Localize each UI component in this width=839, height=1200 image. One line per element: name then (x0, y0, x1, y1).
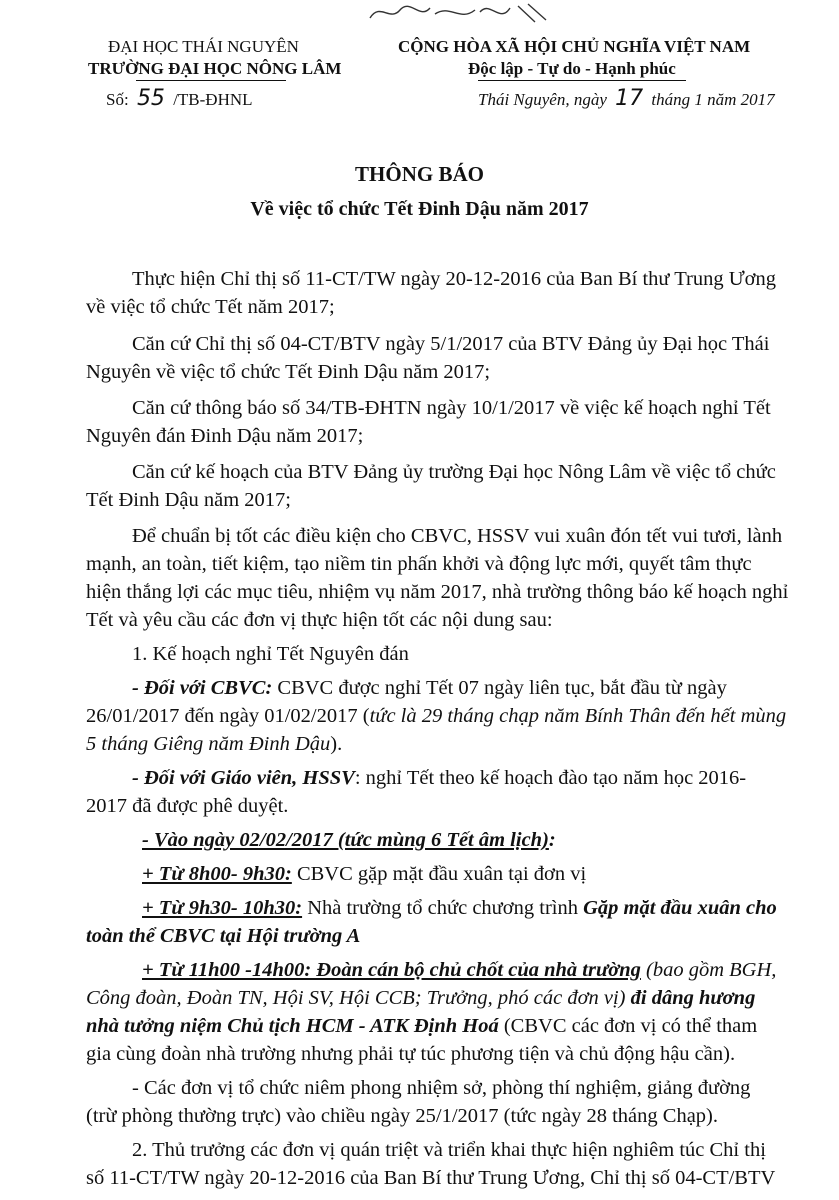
date-suffix: tháng 1 năm 2017 (651, 90, 775, 109)
number-handwritten: 55 (136, 86, 165, 111)
time-slot-2-bold: Gặp mặt đầu xuân cho (583, 897, 777, 919)
para-2-line-1: Căn cứ Chỉ thị số 04-CT/BTV ngày 5/1/2017 của BTV Đảng ủy Đại học Thái (132, 333, 770, 355)
time-slot-3-text-c2: (CBVC các đơn vị có thể tham (498, 1015, 758, 1037)
section-2-line-2: số 11-CT/TW ngày 20-12-2016 của Ban Bí thư Trung Ương, Chỉ thị số 04-CT/BTV (86, 1167, 776, 1189)
page-subtitle: Về việc tổ chức Tết Đinh Dậu năm 2017 (250, 198, 589, 220)
schedule-date-colon: : (548, 829, 556, 851)
date-prefix: Thái Nguyên, ngày (478, 90, 607, 109)
time-slot-2-label: + Từ 9h30- 10h30: (142, 897, 303, 919)
gv-label: - Đối với Giáo viên, HSSV (132, 767, 355, 789)
time-slot-3-label: + Từ 11h00 -14h00: Đoàn cán bộ chủ chốt của nhà trường (142, 959, 641, 981)
time-slot-3-paren: (bao gồm BGH, (640, 959, 777, 981)
cbvc-label: - Đối với CBVC: (132, 677, 273, 699)
cbvc-text-b1: 26/01/2017 đến ngày 01/02/2017 ( (86, 705, 370, 727)
para-1-line-1: Thực hiện Chỉ thị số 11-CT/TW ngày 20-12-2016 của Ban Bí thư Trung Ương (132, 268, 776, 290)
time-slot-3-text-b: Công đoàn, Đoàn TN, Hội SV, Hội CCB; Trưởng, phó các đơn vị) (86, 987, 626, 1009)
cbvc-line-3 (86, 730, 342, 758)
document-number (106, 88, 253, 111)
nation-line-2: Độc lập - Tự do - Hạnh phúc (468, 59, 676, 78)
cbvc-text-a: CBVC được nghỉ Tết 07 ngày liên tục, bắt đầu từ ngày (272, 677, 727, 699)
para-5-line-4: Tết và yêu cầu các đơn vị thực hiện tốt các nội dung sau: (86, 609, 553, 631)
schedule-date-text: - Vào ngày 02/02/2017 (tức mùng 6 Tết âm lịch) (142, 829, 549, 851)
para-5-line-2: mạnh, an toàn, tiết kiệm, tạo niềm tin phấn khởi và động lực mới, quyết tâm thực (86, 553, 752, 575)
time-slot-2-text: Nhà trường tổ chức chương trình (302, 897, 584, 919)
time-slot-3-line-2 (86, 984, 755, 1012)
time-slot-1-label: + Từ 8h00- 9h30: (142, 863, 292, 885)
para-2-line-2: Nguyên về việc tổ chức Tết Đinh Dậu năm 2017; (86, 361, 491, 383)
section-2-line-1: 2. Thủ trưởng các đơn vị quán triệt và triển khai thực hiện nghiêm túc Chỉ thị (132, 1139, 766, 1161)
number-prefix: Số: (106, 90, 129, 109)
time-slot-3-text-b2: đi dâng hương (625, 987, 756, 1009)
time-slot-3-text-c: nhà tưởng niệm Chủ tịch HCM - ATK Định Hoá (86, 1015, 499, 1037)
para-4-line-1: Căn cứ kế hoạch của BTV Đảng ủy trường Đại học Nông Lâm về việc tổ chức (132, 461, 776, 483)
time-slot-2-line-2: toàn thể CBVC tại Hội trường A (86, 925, 361, 947)
nation-underline (478, 80, 686, 81)
para-1-line-2: về việc tổ chức Tết năm 2017; (86, 296, 335, 318)
seal-line-2: (trừ phòng thường trực) vào chiều ngày 25/1/2017 (tức ngày 28 tháng Chạp). (86, 1105, 718, 1127)
cbvc-text-c: 5 tháng Giêng năm Đinh Dậu (86, 733, 331, 755)
seal-line-1: - Các đơn vị tổ chức niêm phong nhiệm sở, phòng thí nghiệm, giảng đường (132, 1077, 751, 1099)
nation-line-1: CỘNG HÒA XÃ HỘI CHỦ NGHĨA VIỆT NAM (398, 37, 751, 56)
time-slot-3-line-1 (142, 956, 776, 984)
time-slot-3-line-3 (86, 1012, 757, 1040)
cbvc-text-c2: ). (330, 733, 343, 755)
time-slot-1-text: CBVC gặp mặt đầu xuân tại đơn vị (291, 863, 587, 885)
para-4-line-2: Tết Đinh Dậu năm 2017; (86, 489, 291, 511)
signature-scribble (360, 0, 560, 28)
cbvc-line-1 (132, 674, 727, 702)
page-title: THÔNG BÁO (355, 162, 484, 186)
gv-line-1 (132, 764, 746, 792)
org-line-1: ĐẠI HỌC THÁI NGUYÊN (108, 37, 299, 56)
number-suffix: /TB-ĐHNL (173, 90, 253, 109)
section-1-heading: 1. Kế hoạch nghỉ Tết Nguyên đán (132, 643, 409, 665)
para-5-line-1: Để chuẩn bị tốt các điều kiện cho CBVC, HSSV vui xuân đón tết vui tươi, lành (132, 525, 783, 547)
date-handwritten: 17 (615, 86, 644, 111)
para-3-line-1: Căn cứ thông báo số 34/TB-ĐHTN ngày 10/1/2017 về việc kế hoạch nghỉ Tết (132, 397, 771, 419)
gv-line-2: 2017 đã được phê duyệt. (86, 795, 289, 817)
document-date (478, 88, 775, 111)
schedule-date (142, 826, 556, 854)
para-5-line-3: hiện thắng lợi các mục tiêu, nhiệm vụ năm 2017, nhà trường thông báo kế hoạch nghỉ (86, 581, 789, 603)
cbvc-line-2 (86, 702, 786, 730)
org-underline (136, 80, 286, 81)
gv-text-a: : nghỉ Tết theo kế hoạch đào tạo năm học 2016- (354, 767, 747, 789)
time-slot-3-line-4: gia cùng đoàn nhà trường nhưng phải tự túc phương tiện và chủ động hậu cần). (86, 1043, 736, 1065)
time-slot-2-line-1 (142, 894, 777, 922)
cbvc-text-b2: tức là 29 tháng chạp năm Bính Thân đến hết mùng (369, 705, 787, 727)
para-3-line-2: Nguyên đán Đinh Dậu năm 2017; (86, 425, 364, 447)
org-line-2: TRƯỜNG ĐẠI HỌC NÔNG LÂM (88, 59, 342, 78)
time-slot-1 (142, 860, 586, 888)
